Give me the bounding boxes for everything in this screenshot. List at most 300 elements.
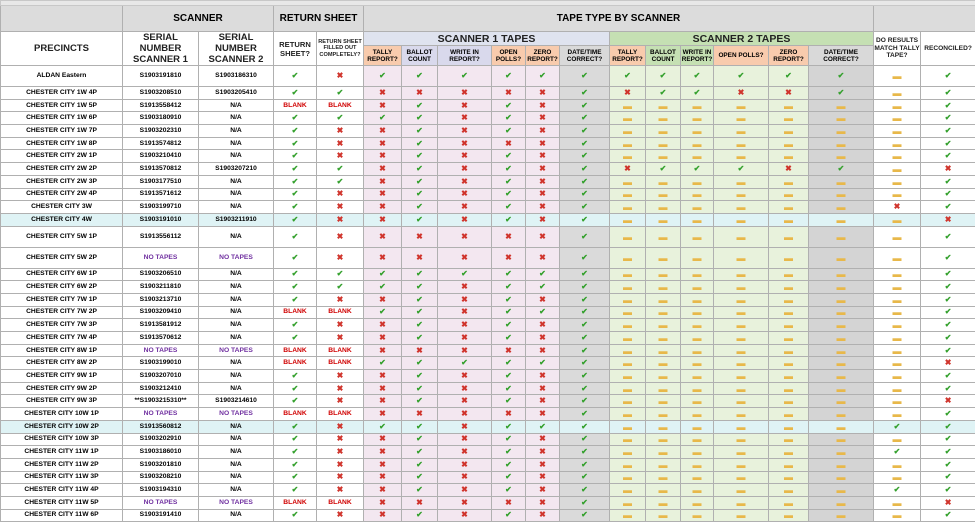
- header-serial-2: SERIAL NUMBER SCANNER 2: [199, 32, 274, 66]
- serial-1-cell: S1903211810: [123, 281, 199, 294]
- reconciled-cell: ✔: [921, 446, 975, 459]
- s2-status-cell: ▬: [769, 201, 809, 214]
- s1-status-cell: ✖: [438, 471, 492, 484]
- s1-status-cell: ✔: [560, 163, 610, 176]
- s2-status-cell: ▬: [646, 420, 681, 433]
- s1-status-cell: ✖: [364, 319, 402, 332]
- precinct-cell: CHESTER CITY 4W: [1, 213, 123, 226]
- s1-col-open: OPEN POLLS?: [492, 46, 526, 66]
- s1-status-cell: ✔: [560, 150, 610, 163]
- s2-status-cell: ▬: [714, 226, 769, 247]
- match-cell: ▬: [874, 471, 921, 484]
- s2-status-cell: ▬: [646, 433, 681, 446]
- s1-status-cell: ✖: [438, 433, 492, 446]
- s1-status-cell: ✖: [364, 150, 402, 163]
- s2-status-cell: ▬: [809, 484, 874, 497]
- s1-status-cell: ✔: [492, 471, 526, 484]
- s2-status-cell: ▬: [769, 150, 809, 163]
- s1-status-cell: ✔: [492, 509, 526, 522]
- s1-status-cell: ✔: [560, 226, 610, 247]
- return-sheet-cell: ✔: [274, 484, 317, 497]
- match-cell: ▬: [874, 213, 921, 226]
- s2-status-cell: ▬: [646, 226, 681, 247]
- s1-status-cell: ✔: [560, 370, 610, 383]
- serial-1-cell: S1913574812: [123, 137, 199, 150]
- s1-col-tally: TALLY REPORT?: [364, 46, 402, 66]
- s1-status-cell: ✖: [402, 226, 438, 247]
- s1-status-cell: ✖: [438, 509, 492, 522]
- match-cell: ▬: [874, 344, 921, 357]
- s1-status-cell: ✖: [492, 137, 526, 150]
- s1-status-cell: ✖: [438, 446, 492, 459]
- s1-status-cell: ✖: [526, 188, 560, 201]
- table-row: [1, 137, 975, 150]
- return-sheet-cell: ✔: [274, 446, 317, 459]
- s2-status-cell: ▬: [809, 99, 874, 112]
- s1-status-cell: ✔: [560, 319, 610, 332]
- s1-status-cell: ✖: [526, 87, 560, 100]
- serial-1-cell: S1903194310: [123, 484, 199, 497]
- table-row: [1, 408, 975, 421]
- reconciled-cell: ✔: [921, 382, 975, 395]
- serial-2-cell: N/A: [199, 268, 274, 281]
- return-sheet-cell: ✔: [274, 226, 317, 247]
- s1-status-cell: ✔: [492, 163, 526, 176]
- s2-status-cell: ▬: [714, 213, 769, 226]
- s1-status-cell: ✖: [526, 446, 560, 459]
- reconciled-cell: ✔: [921, 332, 975, 345]
- s2-status-cell: ▬: [809, 150, 874, 163]
- s2-status-cell: ▬: [610, 496, 646, 509]
- s2-status-cell: ▬: [610, 188, 646, 201]
- s2-status-cell: ▬: [681, 471, 714, 484]
- s2-status-cell: ▬: [769, 125, 809, 138]
- precinct-cell: CHESTER CITY 7W 1P: [1, 293, 123, 306]
- s1-status-cell: ✖: [438, 344, 492, 357]
- precinct-cell: CHESTER CITY 11W 3P: [1, 471, 123, 484]
- table-row: [1, 370, 975, 383]
- s1-status-cell: ✔: [402, 213, 438, 226]
- s2-status-cell: ▬: [681, 188, 714, 201]
- table-row: [1, 226, 975, 247]
- s2-status-cell: ▬: [714, 370, 769, 383]
- s1-status-cell: ✖: [492, 87, 526, 100]
- s2-status-cell: ▬: [646, 471, 681, 484]
- s1-status-cell: ✖: [526, 99, 560, 112]
- header-scanner2-tapes: SCANNER 2 TAPES: [610, 32, 874, 46]
- return-sheet-cell: ✔: [274, 112, 317, 125]
- s2-status-cell: ▬: [610, 306, 646, 319]
- s2-status-cell: ▬: [714, 471, 769, 484]
- match-cell: ▬: [874, 433, 921, 446]
- match-cell: ▬: [874, 226, 921, 247]
- precinct-cell: CHESTER CITY 10W 1P: [1, 408, 123, 421]
- s1-status-cell: ✔: [402, 188, 438, 201]
- serial-1-cell: S1903207010: [123, 370, 199, 383]
- serial-1-cell: S1903201810: [123, 458, 199, 471]
- filled-out-cell: ✖: [317, 137, 364, 150]
- filled-out-cell: ✖: [317, 150, 364, 163]
- s1-status-cell: ✔: [526, 268, 560, 281]
- return-sheet-cell: ✔: [274, 87, 317, 100]
- return-sheet-cell: ✔: [274, 163, 317, 176]
- filled-out-cell: ✖: [317, 319, 364, 332]
- serial-1-cell: **S1903215310**: [123, 395, 199, 408]
- s2-status-cell: ▬: [809, 137, 874, 150]
- s1-status-cell: ✖: [402, 247, 438, 268]
- s2-status-cell: ▬: [681, 247, 714, 268]
- return-sheet-cell: ✔: [274, 175, 317, 188]
- s2-status-cell: ▬: [809, 319, 874, 332]
- s2-status-cell: ▬: [769, 357, 809, 370]
- s2-status-cell: ▬: [681, 281, 714, 294]
- serial-1-cell: S1903209410: [123, 306, 199, 319]
- s1-status-cell: ✖: [438, 188, 492, 201]
- s1-status-cell: ✔: [402, 420, 438, 433]
- serial-1-cell: S1903210410: [123, 150, 199, 163]
- s2-status-cell: ▬: [714, 332, 769, 345]
- s2-status-cell: ▬: [714, 247, 769, 268]
- s1-status-cell: ✖: [364, 471, 402, 484]
- s2-status-cell: ▬: [681, 420, 714, 433]
- serial-1-cell: S1903191810: [123, 66, 199, 87]
- s1-status-cell: ✔: [402, 293, 438, 306]
- s2-status-cell: ▬: [769, 112, 809, 125]
- s1-status-cell: ✖: [438, 281, 492, 294]
- reconciled-cell: ✔: [921, 268, 975, 281]
- table-row: [1, 213, 975, 226]
- s2-status-cell: ▬: [809, 281, 874, 294]
- serial-2-cell: S1903186310: [199, 66, 274, 87]
- serial-1-cell: S1913571612: [123, 188, 199, 201]
- s2-status-cell: ✔: [646, 163, 681, 176]
- s2-status-cell: ▬: [681, 382, 714, 395]
- s1-status-cell: ✔: [402, 382, 438, 395]
- s2-status-cell: ▬: [714, 137, 769, 150]
- serial-2-cell: N/A: [199, 306, 274, 319]
- s1-status-cell: ✔: [364, 281, 402, 294]
- s1-status-cell: ✔: [402, 66, 438, 87]
- match-cell: ▬: [874, 509, 921, 522]
- s1-status-cell: ✖: [364, 344, 402, 357]
- filled-out-cell: ✖: [317, 188, 364, 201]
- precinct-cell: CHESTER CITY 9W 1P: [1, 370, 123, 383]
- s2-status-cell: ▬: [714, 281, 769, 294]
- s1-status-cell: ✔: [492, 281, 526, 294]
- s1-status-cell: ✔: [492, 175, 526, 188]
- return-sheet-cell: ✔: [274, 213, 317, 226]
- precinct-cell: CHESTER CITY 8W 2P: [1, 357, 123, 370]
- precinct-cell: CHESTER CITY 1W 4P: [1, 87, 123, 100]
- s1-status-cell: ✖: [402, 496, 438, 509]
- serial-1-cell: S1903206510: [123, 268, 199, 281]
- reconciled-cell: ✔: [921, 125, 975, 138]
- serial-2-cell: N/A: [199, 458, 274, 471]
- s1-status-cell: ✖: [364, 408, 402, 421]
- s2-status-cell: ✖: [769, 87, 809, 100]
- filled-out-cell: ✖: [317, 471, 364, 484]
- s1-status-cell: ✖: [526, 370, 560, 383]
- match-cell: ▬: [874, 306, 921, 319]
- table-row: [1, 395, 975, 408]
- s2-status-cell: ▬: [809, 446, 874, 459]
- s1-status-cell: ✔: [364, 357, 402, 370]
- precinct-cell: CHESTER CITY 1W 8P: [1, 137, 123, 150]
- s1-status-cell: ✖: [492, 408, 526, 421]
- s2-status-cell: ▬: [769, 268, 809, 281]
- s2-status-cell: ▬: [681, 458, 714, 471]
- s2-status-cell: ▬: [646, 509, 681, 522]
- match-cell: ▬: [874, 332, 921, 345]
- s2-status-cell: ▬: [646, 213, 681, 226]
- return-sheet-cell: ✔: [274, 420, 317, 433]
- serial-2-cell: N/A: [199, 137, 274, 150]
- s1-status-cell: ✖: [526, 395, 560, 408]
- s1-status-cell: ✖: [364, 446, 402, 459]
- s2-status-cell: ▬: [610, 293, 646, 306]
- s2-status-cell: ▬: [809, 382, 874, 395]
- table-row: [1, 509, 975, 522]
- return-sheet-cell: ✔: [274, 201, 317, 214]
- s2-status-cell: ▬: [809, 357, 874, 370]
- table-row: [1, 332, 975, 345]
- s2-status-cell: ▬: [809, 370, 874, 383]
- precinct-cell: CHESTER CITY 2W 2P: [1, 163, 123, 176]
- match-cell: ✖: [874, 201, 921, 214]
- s1-status-cell: ✖: [526, 433, 560, 446]
- filled-out-cell: ✔: [317, 163, 364, 176]
- s2-status-cell: ▬: [714, 112, 769, 125]
- s1-status-cell: ✔: [560, 268, 610, 281]
- s1-status-cell: ✖: [526, 458, 560, 471]
- serial-2-cell: N/A: [199, 319, 274, 332]
- serial-2-cell: NO TAPES: [199, 247, 274, 268]
- s1-status-cell: ✔: [492, 433, 526, 446]
- s2-status-cell: ▬: [769, 408, 809, 421]
- s1-status-cell: ✖: [526, 408, 560, 421]
- s1-status-cell: ✔: [560, 332, 610, 345]
- filled-out-cell: ✖: [317, 66, 364, 87]
- s1-status-cell: ✖: [438, 175, 492, 188]
- s1-status-cell: ✔: [560, 420, 610, 433]
- s1-status-cell: ✖: [364, 496, 402, 509]
- s1-status-cell: ✔: [560, 357, 610, 370]
- s2-status-cell: ▬: [769, 293, 809, 306]
- return-sheet-cell: BLANK: [274, 357, 317, 370]
- s1-status-cell: ✔: [492, 268, 526, 281]
- s2-status-cell: ▬: [809, 458, 874, 471]
- s1-status-cell: ✔: [560, 382, 610, 395]
- precinct-cell: CHESTER CITY 5W 2P: [1, 247, 123, 268]
- s2-status-cell: ▬: [809, 213, 874, 226]
- s2-status-cell: ▬: [714, 395, 769, 408]
- serial-2-cell: N/A: [199, 150, 274, 163]
- precinct-cell: CHESTER CITY 11W 4P: [1, 484, 123, 497]
- s2-status-cell: ▬: [610, 125, 646, 138]
- match-cell: ▬: [874, 319, 921, 332]
- s2-status-cell: ✔: [681, 163, 714, 176]
- table-row: [1, 496, 975, 509]
- reconciled-cell: ✔: [921, 293, 975, 306]
- s1-status-cell: ✔: [560, 213, 610, 226]
- s2-status-cell: ▬: [646, 188, 681, 201]
- table-row: [1, 458, 975, 471]
- return-sheet-cell: ✔: [274, 125, 317, 138]
- s1-status-cell: ✖: [526, 213, 560, 226]
- s1-status-cell: ✖: [438, 213, 492, 226]
- s1-status-cell: ✔: [402, 281, 438, 294]
- s2-status-cell: ▬: [646, 382, 681, 395]
- s2-status-cell: ▬: [714, 319, 769, 332]
- filled-out-cell: ✖: [317, 293, 364, 306]
- serial-1-cell: S1913570612: [123, 332, 199, 345]
- s2-status-cell: ▬: [809, 471, 874, 484]
- s1-status-cell: ✖: [438, 201, 492, 214]
- return-sheet-cell: ✔: [274, 268, 317, 281]
- s2-status-cell: ▬: [809, 247, 874, 268]
- s1-status-cell: ✖: [364, 458, 402, 471]
- s2-status-cell: ▬: [646, 484, 681, 497]
- s1-status-cell: ✖: [526, 163, 560, 176]
- match-cell: ▬: [874, 395, 921, 408]
- serial-2-cell: N/A: [199, 509, 274, 522]
- s1-status-cell: ✔: [526, 357, 560, 370]
- s2-status-cell: ▬: [646, 306, 681, 319]
- s1-status-cell: ✔: [402, 509, 438, 522]
- table-row: [1, 293, 975, 306]
- s1-status-cell: ✔: [492, 395, 526, 408]
- return-sheet-cell: ✔: [274, 382, 317, 395]
- serial-2-cell: N/A: [199, 370, 274, 383]
- serial-1-cell: NO TAPES: [123, 496, 199, 509]
- s1-status-cell: ✔: [364, 66, 402, 87]
- serial-1-cell: S1903180910: [123, 112, 199, 125]
- s1-status-cell: ✖: [492, 226, 526, 247]
- s1-status-cell: ✖: [438, 484, 492, 497]
- s2-status-cell: ▬: [714, 446, 769, 459]
- s2-status-cell: ▬: [610, 332, 646, 345]
- s2-status-cell: ▬: [714, 150, 769, 163]
- s1-status-cell: ✖: [438, 226, 492, 247]
- s1-status-cell: ✔: [402, 306, 438, 319]
- reconciled-cell: ✖: [921, 357, 975, 370]
- reconciled-cell: ✔: [921, 484, 975, 497]
- serial-1-cell: S1913560812: [123, 420, 199, 433]
- table-row: [1, 433, 975, 446]
- precinct-cell: CHESTER CITY 11W 5P: [1, 496, 123, 509]
- s1-status-cell: ✔: [492, 213, 526, 226]
- s1-col-zero: ZERO REPORT?: [526, 46, 560, 66]
- reconciled-cell: ✔: [921, 150, 975, 163]
- filled-out-cell: ✖: [317, 420, 364, 433]
- table-row: [1, 188, 975, 201]
- s2-status-cell: ▬: [714, 420, 769, 433]
- s1-status-cell: ✖: [364, 175, 402, 188]
- match-cell: ▬: [874, 137, 921, 150]
- precinct-cell: ALDAN Eastern: [1, 66, 123, 87]
- return-sheet-cell: ✔: [274, 247, 317, 268]
- s1-status-cell: ✖: [364, 125, 402, 138]
- s2-status-cell: ▬: [769, 395, 809, 408]
- match-cell: ▬: [874, 268, 921, 281]
- s2-status-cell: ▬: [610, 446, 646, 459]
- reconciled-cell: ✔: [921, 509, 975, 522]
- s2-status-cell: ▬: [681, 125, 714, 138]
- s1-status-cell: ✔: [438, 357, 492, 370]
- s2-status-cell: ▬: [646, 150, 681, 163]
- s2-status-cell: ✖: [610, 87, 646, 100]
- s1-status-cell: ✔: [492, 66, 526, 87]
- serial-1-cell: S1903177510: [123, 175, 199, 188]
- return-sheet-cell: ✔: [274, 188, 317, 201]
- s2-status-cell: ▬: [769, 306, 809, 319]
- s2-status-cell: ▬: [646, 99, 681, 112]
- match-cell: ▬: [874, 458, 921, 471]
- s2-status-cell: ▬: [681, 150, 714, 163]
- serial-2-cell: N/A: [199, 357, 274, 370]
- s1-status-cell: ✖: [438, 137, 492, 150]
- s1-status-cell: ✖: [438, 408, 492, 421]
- s1-status-cell: ✔: [492, 125, 526, 138]
- table-row: [1, 150, 975, 163]
- reconciled-cell: ✖: [921, 496, 975, 509]
- precinct-cell: CHESTER CITY 1W 6P: [1, 112, 123, 125]
- s2-status-cell: ▬: [809, 188, 874, 201]
- table-row: [1, 306, 975, 319]
- s1-col-datetime: DATE/TIME CORRECT?: [560, 46, 610, 66]
- serial-2-cell: S1903214610: [199, 395, 274, 408]
- s1-status-cell: ✔: [402, 370, 438, 383]
- filled-out-cell: ✖: [317, 213, 364, 226]
- s1-status-cell: ✔: [560, 125, 610, 138]
- s1-status-cell: ✖: [364, 137, 402, 150]
- s1-status-cell: ✖: [364, 484, 402, 497]
- s2-status-cell: ▬: [714, 496, 769, 509]
- s2-status-cell: ▬: [714, 201, 769, 214]
- s1-status-cell: ✖: [526, 484, 560, 497]
- s2-status-cell: ▬: [769, 137, 809, 150]
- s2-status-cell: ▬: [681, 268, 714, 281]
- s2-status-cell: ▬: [809, 509, 874, 522]
- s2-status-cell: ▬: [646, 357, 681, 370]
- header-blank-right: [874, 6, 975, 32]
- s2-status-cell: ▬: [809, 496, 874, 509]
- match-cell: ▬: [874, 370, 921, 383]
- serial-2-cell: N/A: [199, 293, 274, 306]
- precinct-cell: CHESTER CITY 5W 1P: [1, 226, 123, 247]
- s2-status-cell: ▬: [610, 247, 646, 268]
- s2-status-cell: ▬: [769, 509, 809, 522]
- s1-col-ballot: BALLOT COUNT: [402, 46, 438, 66]
- s1-status-cell: ✔: [560, 306, 610, 319]
- s2-status-cell: ▬: [714, 509, 769, 522]
- match-cell: ✔: [874, 420, 921, 433]
- s2-status-cell: ▬: [769, 213, 809, 226]
- table-row: [1, 268, 975, 281]
- s2-status-cell: ▬: [610, 150, 646, 163]
- s2-status-cell: ▬: [681, 226, 714, 247]
- s2-status-cell: ✔: [610, 66, 646, 87]
- s2-status-cell: ▬: [610, 175, 646, 188]
- s1-status-cell: ✖: [438, 319, 492, 332]
- serial-1-cell: S1903191410: [123, 509, 199, 522]
- header-return-sheet: RETURN SHEET: [274, 6, 364, 32]
- s2-status-cell: ▬: [769, 370, 809, 383]
- s2-status-cell: ▬: [681, 344, 714, 357]
- s1-status-cell: ✖: [526, 125, 560, 138]
- s2-status-cell: ▬: [681, 112, 714, 125]
- table-row: [1, 484, 975, 497]
